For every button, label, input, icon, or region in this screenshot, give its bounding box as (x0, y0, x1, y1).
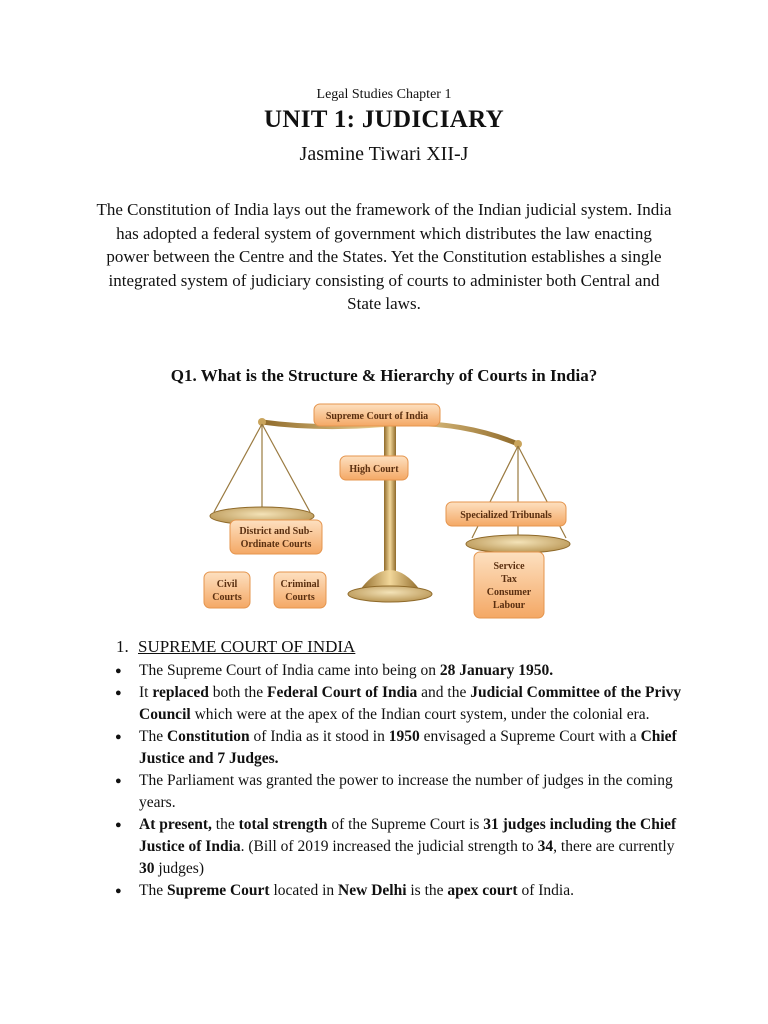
bullet-list (112, 660, 692, 902)
section-title: SUPREME COURT OF INDIA (138, 637, 356, 656)
list-item: ● The Parliament was granted the power to increase the number of judges in the coming years. (112, 770, 692, 814)
svg-text:Consumer: Consumer (486, 587, 532, 598)
civil-courts-box (204, 572, 250, 608)
svg-text:Specialized Tribunals: Specialized Tribunals (460, 510, 552, 521)
chapter-label: Legal Studies Chapter 1 (316, 87, 452, 102)
tribunals-box (446, 502, 566, 526)
scale-pillar (384, 426, 396, 576)
svg-text:Tax: Tax (501, 574, 517, 585)
svg-text:District and Sub-: District and Sub- (239, 526, 313, 537)
section-number: 1. (116, 637, 129, 656)
svg-text:Labour: Labour (492, 600, 526, 611)
svg-text:Service: Service (493, 561, 525, 572)
list-item: ● The Constitution of India as it stood in 1950 envisaged a Supreme Court with a Chief Justice and 7 Judges. (112, 726, 692, 770)
svg-text:High Court: High Court (349, 464, 399, 475)
page-title: UNIT 1: JUDICIARY (264, 106, 504, 133)
supreme-court-box (314, 404, 440, 426)
svg-text:Civil: Civil (216, 579, 238, 590)
svg-text:Criminal: Criminal (280, 579, 320, 590)
list-item: ● At present, the total strength of the Supreme Court is 31 judges including the Chief Justice of India. (Bill of 2019 increased the judicial strength to 34, there are currently 30 judges) (112, 814, 692, 880)
svg-text:Supreme Court of India: Supreme Court of India (325, 411, 429, 422)
district-courts-box (230, 520, 322, 554)
svg-text:Courts: Courts (212, 592, 242, 603)
right-plate (466, 535, 570, 553)
list-item: ● It replaced both the Federal Court of India and the Judicial Committee of the Privy Council which were at the apex of the Indian court system, under the colonial era. (112, 682, 692, 726)
author-line: Jasmine Tiwari XII-J (299, 143, 469, 165)
section-heading (116, 637, 355, 657)
intro-paragraph: The Constitution of India lays out the framework of the Indian judicial system. India has adopted a federal system of government which distributes the law enacting power between the Centre and the States. Yet the Constitution establishes a single integrated system of judiciary consisting of courts to administer both Central and State laws. (96, 200, 672, 313)
high-court-box (340, 456, 408, 480)
criminal-courts-box (274, 572, 326, 608)
left-string-c (262, 424, 310, 512)
court-hierarchy-diagram (200, 400, 580, 626)
list-item: ● The Supreme Court of India came into being on 28 January 1950. (112, 660, 692, 682)
svg-text:Courts: Courts (285, 592, 315, 603)
left-string-a (214, 424, 262, 512)
scale-foot (348, 586, 432, 602)
svg-text:Ordinate Courts: Ordinate Courts (240, 539, 312, 550)
tribunal-types-box (474, 552, 544, 618)
list-item: ● The Supreme Court located in New Delhi is the apex court of India. (112, 880, 692, 902)
question-heading: Q1. What is the Structure & Hierarchy of Courts in India? (170, 366, 598, 385)
